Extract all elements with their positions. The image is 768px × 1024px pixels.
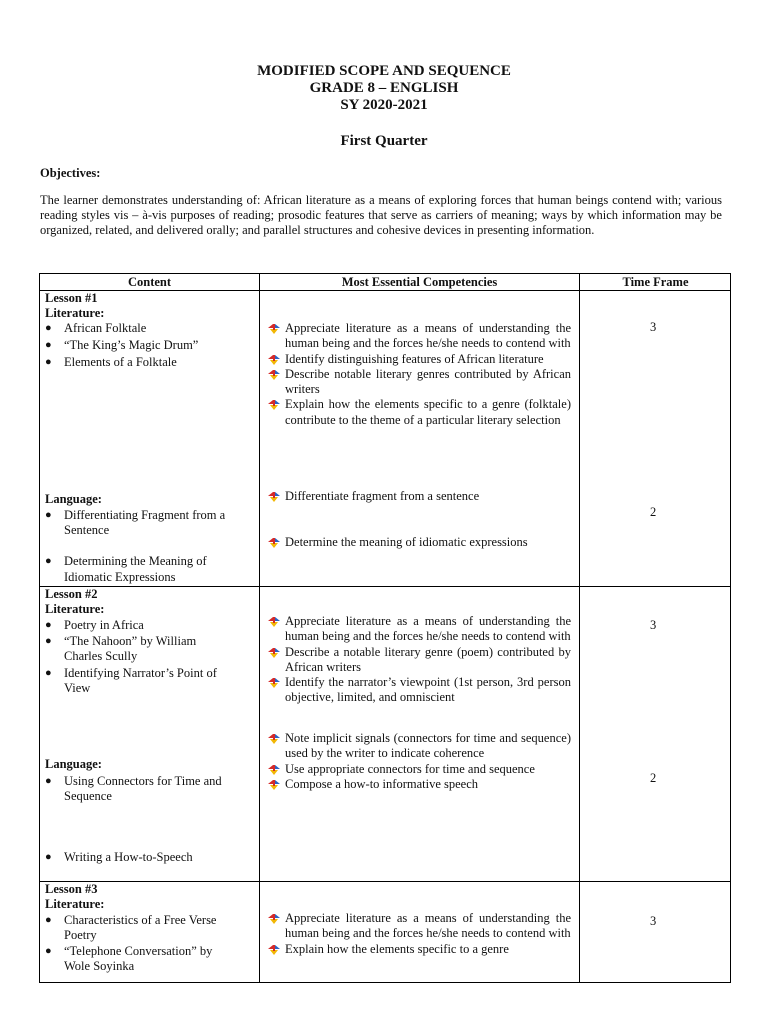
competency-item: Explain how the elements specific to a genre [268,942,571,957]
bullet-icon: ● [45,619,52,631]
time-frame-value: 2 [650,771,657,785]
arrow-bullet-icon [268,400,280,410]
row-divider [40,586,730,587]
competency-list [268,535,571,550]
row-divider [40,881,730,882]
arrow-bullet-icon [268,648,280,658]
content-item: Elements of a Folktale [64,355,177,369]
content-item-cont: Charles Scully [64,649,138,663]
bullet-icon: ● [45,339,52,351]
row-divider [40,290,730,291]
competency-list [268,321,571,428]
column-divider [579,274,580,982]
competency-list [268,614,571,706]
competency-item: Compose a how-to informative speech [268,777,571,792]
competency-list [268,731,571,792]
arrow-bullet-icon [268,617,280,627]
bullet-icon: ● [45,322,52,334]
school-year: SY 2020-2021 [340,97,428,113]
bullet-icon: ● [45,667,52,679]
content-item: Identifying Narrator’s Point of [64,666,217,680]
time-frame-value: 3 [650,320,657,334]
competency-item: Determine the meaning of idiomatic expressions [268,535,571,550]
grade-subtitle: GRADE 8 – ENGLISH [309,80,459,96]
bullet-icon: ● [45,356,52,368]
arrow-bullet-icon [268,678,280,688]
bullet-icon: ● [45,555,52,567]
competency-list [268,911,571,957]
competency-item: Appreciate literature as a means of understanding the human being and the forces he/she needs to contend with [268,614,571,645]
content-item-cont: View [64,681,91,695]
bullet-icon: ● [45,775,52,787]
competency-item: Describe notable literary genres contributed by African writers [268,367,571,398]
bullet-icon: ● [45,635,52,647]
content-item: “The Nahoon” by William [64,634,197,648]
content-item-cont: Sentence [64,523,110,537]
language-label: Language: [45,492,102,506]
arrow-bullet-icon [268,765,280,775]
scope-sequence-table [39,273,731,983]
competency-list [268,489,571,504]
content-item: Writing a How-to-Speech [64,850,193,864]
lesson-title: Lesson #2 [45,587,98,601]
bullet-icon: ● [45,914,52,926]
competency-item: Appreciate literature as a means of understanding the human being and the forces he/she needs to contend with [268,321,571,352]
competency-item: Note implicit signals (connectors for time and sequence) used by the writer to indicate coherence [268,731,571,762]
arrow-bullet-icon [268,355,280,365]
content-item: Characteristics of a Free Verse [64,913,217,927]
content-item: “Telephone Conversation” by [64,944,213,958]
competency-item: Use appropriate connectors for time and sequence [268,762,571,777]
lesson-title: Lesson #3 [45,882,98,896]
arrow-bullet-icon [268,370,280,380]
literature-label: Literature: [45,306,105,320]
competency-item: Describe a notable literary genre (poem) contributed by African writers [268,645,571,676]
arrow-bullet-icon [268,914,280,924]
document-title: MODIFIED SCOPE AND SEQUENCE [257,63,511,79]
literature-label: Literature: [45,602,105,616]
language-label: Language: [45,757,102,771]
column-header-content: Content [127,275,172,289]
competency-item: Explain how the elements specific to a genre (folktale) contribute to the theme of a particular literary selection [268,397,571,428]
bullet-icon: ● [45,851,52,863]
content-item-cont: Poetry [64,928,97,942]
content-item: African Folktale [64,321,147,335]
objectives-heading: Objectives: [40,166,101,180]
bullet-icon: ● [45,945,52,957]
competency-item: Identify distinguishing features of African literature [268,352,571,367]
content-item-cont: Sequence [64,789,112,803]
bullet-icon: ● [45,509,52,521]
objectives-text: The learner demonstrates understanding of: African literature as a means of exploring forces that human beings contend with; various reading styles vis – à-vis purposes of reading; prosodic features that serve as carriers of meaning; ways by which information may be organized, related, and delivered orally; and parallel structures and cohesive devices in presenting information. [40,193,722,238]
column-header-competencies: Most Essential Competencies [341,275,498,289]
content-item-cont: Idiomatic Expressions [64,570,176,584]
content-item-cont: Wole Soyinka [64,959,135,973]
column-divider [259,274,260,982]
content-item: Determining the Meaning of [64,554,207,568]
content-item: Using Connectors for Time and [64,774,222,788]
arrow-bullet-icon [268,780,280,790]
lesson-title: Lesson #1 [45,291,98,305]
content-item: Poetry in Africa [64,618,144,632]
quarter-heading: First Quarter [340,133,428,149]
competency-item: Differentiate fragment from a sentence [268,489,571,504]
arrow-bullet-icon [268,945,280,955]
content-item: “The King’s Magic Drum” [64,338,199,352]
content-item: Differentiating Fragment from a [64,508,226,522]
literature-label: Literature: [45,897,105,911]
arrow-bullet-icon [268,492,280,502]
time-frame-value: 2 [650,505,657,519]
time-frame-value: 3 [650,914,657,928]
arrow-bullet-icon [268,734,280,744]
time-frame-value: 3 [650,618,657,632]
arrow-bullet-icon [268,538,280,548]
column-header-time-frame: Time Frame [622,275,689,289]
competency-item: Appreciate literature as a means of understanding the human being and the forces he/she needs to contend with [268,911,571,942]
competency-item: Identify the narrator’s viewpoint (1st person, 3rd person objective, limited, and omniscient [268,675,571,706]
arrow-bullet-icon [268,324,280,334]
